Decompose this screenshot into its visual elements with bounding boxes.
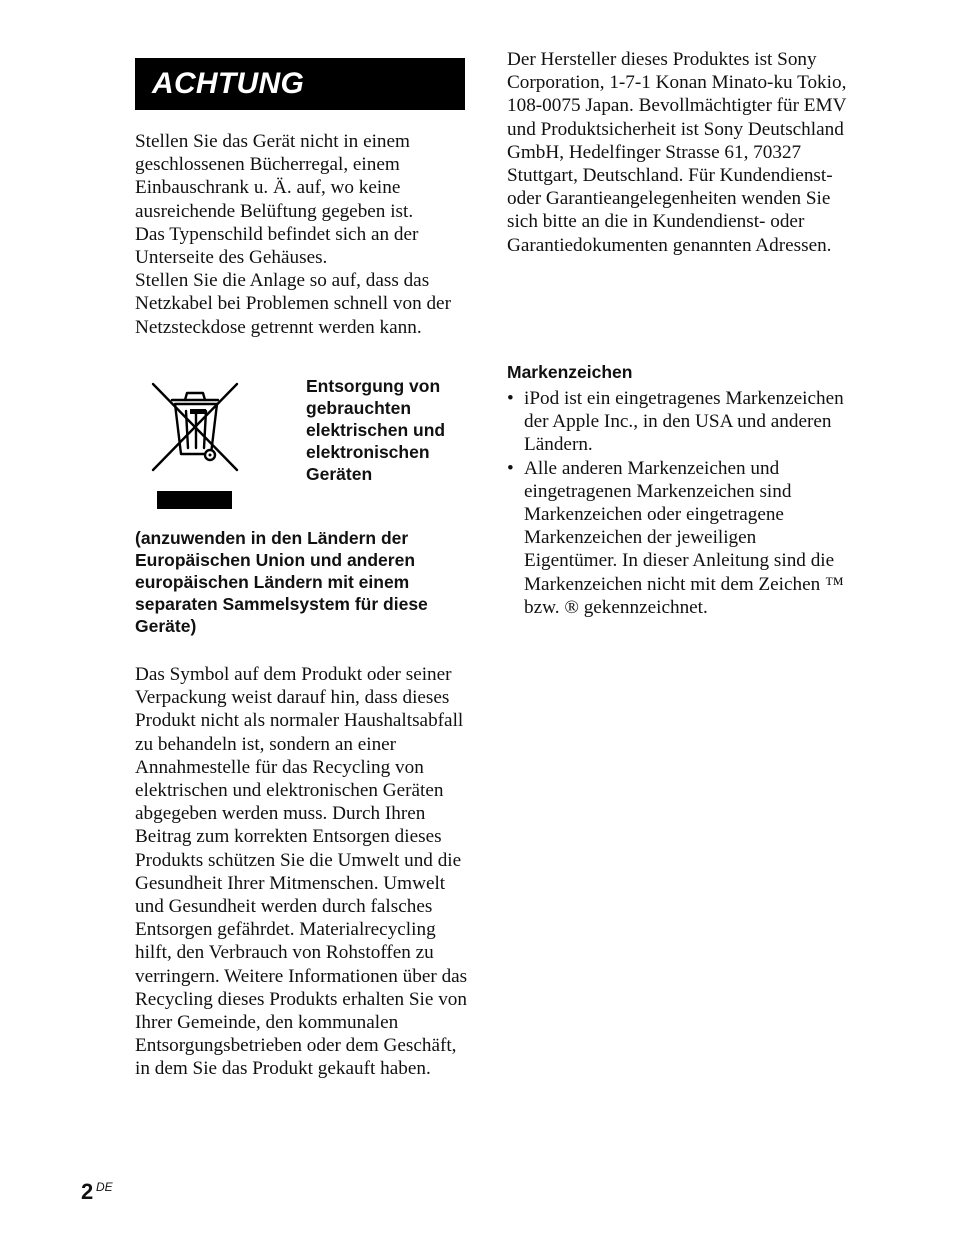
intro-paragraph: Stellen Sie das Gerät nicht in einem geschlossenen Bücherregal, einem Einbauschrank u. Ä. auf, wo keine ausreichende Belüftung gegeben ist. bbox=[135, 131, 414, 222]
page-language-suffix: DE bbox=[96, 1180, 113, 1194]
section-banner bbox=[135, 58, 465, 110]
intro-paragraph: Stellen Sie die Anlage so auf, dass das Netzkabel bei Problemen schnell von der Netzsteckdose getrennt werden kann. bbox=[135, 270, 451, 338]
manufacturer-info: Der Hersteller dieses Produktes ist Sony Corporation, 1-7-1 Konan Minato-ku Tokio, 108-0075 Japan. Bevollmächtigter für EMV und Produktsicherheit ist Sony Deutschland GmbH, Hedelfinger Strasse 61, 70327 Stuttgart, Deutschland. Für Kundendienst- oder Garantieangelegenheiten wenden Sie sich bitte an die in Kundendienst- oder Garantiedokumenten genannten Adressen. bbox=[507, 49, 847, 256]
intro-text bbox=[135, 130, 470, 339]
list-item bbox=[507, 457, 847, 619]
weee-heading-note: (anzuwenden in den Ländern der Europäischen Union und anderen europäischen Ländern mit einem separaten Sammelsystem für diese Geräte) bbox=[135, 528, 428, 636]
list-item-text: iPod ist ein eingetragenes Markenzeichen der Apple Inc., in den USA und anderen Ländern. bbox=[524, 388, 844, 456]
right-column bbox=[507, 48, 847, 257]
list-item-text: Alle anderen Markenzeichen und eingetragenen Markenzeichen sind Markenzeichen oder eingetragene Markenzeichen der jeweiligen Eigentümer. In dieser Anleitung sind die Markenzeichen nicht mit dem Zeichen ™ bzw. ® gekennzeichnet. bbox=[524, 457, 844, 618]
bullet: • bbox=[507, 457, 514, 479]
trademark-heading: Markenzeichen bbox=[507, 362, 633, 382]
list-item bbox=[507, 387, 847, 457]
trademark-list bbox=[507, 387, 847, 619]
crossed-out-wheelie-bin-icon bbox=[150, 381, 240, 513]
bullet: • bbox=[507, 388, 514, 409]
section-title: ACHTUNG bbox=[152, 67, 305, 100]
page-number: 2 bbox=[81, 1179, 94, 1204]
weee-heading: Entsorgung von gebrauchten elektrischen und elektronischen Geräten bbox=[306, 376, 446, 484]
intro-paragraph: Das Typenschild befindet sich an der Unterseite des Gehäuses. bbox=[135, 223, 419, 269]
weee-body-text: Das Symbol auf dem Produkt oder seiner Verpackung weist darauf hin, dass dieses Produkt nicht als normaler Haushaltsabfall zu behandeln ist, sondern an einer Annahmestelle für das Recycling von elektrischen und elektronischen Geräten abgegeben werden muss. Durch Ihren Beitrag zum korrekten Entsorgen dieses Produkts schützen Sie die Umwelt und die Gesundheit Ihrer Mitmenschen. Umwelt und Gesundheit werden durch falsches Entsorgen gefährdet. Materialrecycling hilft, den Verbrauch von Rohstoffen zu verringern. Weitere Informationen über das Recycling dieses Produkts erhalten Sie von Ihrer Gemeinde, den kommunalen Entsorgungsbetrieben oder dem Geschäft, in dem Sie das Produkt gekauft haben. bbox=[135, 664, 468, 1080]
